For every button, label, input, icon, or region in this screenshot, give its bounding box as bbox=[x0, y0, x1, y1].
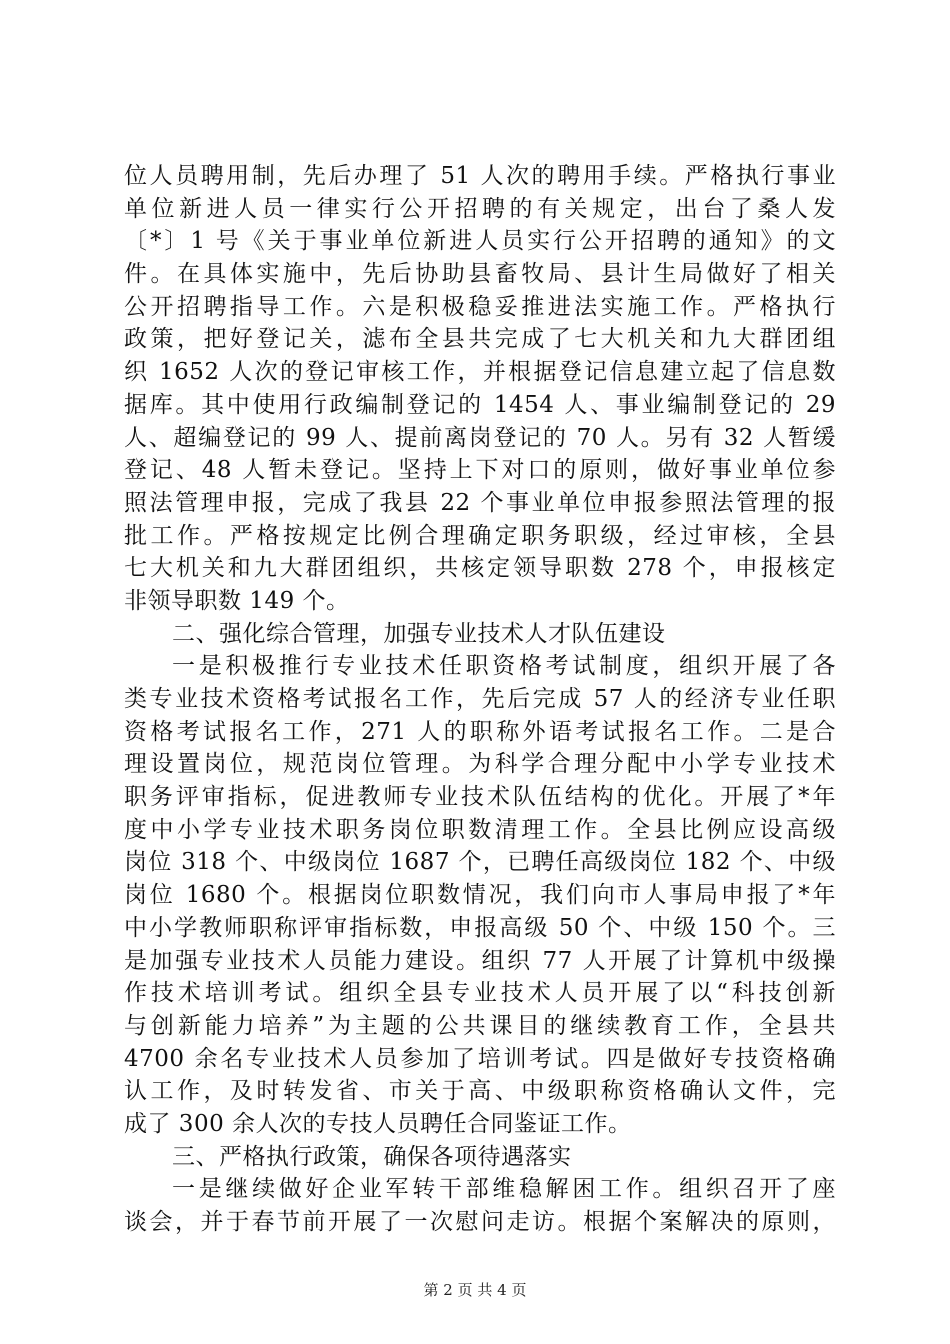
text-line: 一是积极推行专业技术任职资格考试制度，组织开展了各 bbox=[172, 653, 836, 680]
text-line: 一是继续做好企业军转干部维稳解困工作。组织召开了座 bbox=[172, 1176, 836, 1203]
text-line: 登记、48 人暂未登记。坚持上下对口的原则，做好事业单位参 bbox=[124, 457, 836, 484]
text-line: 与创新能力培养”为主题的公共课目的继续教育工作，全县共 bbox=[124, 1012, 836, 1039]
text-line: 资格考试报名工作，271 人的职称外语考试报名工作。二是合 bbox=[124, 718, 836, 745]
text-line: 件。在具体实施中，先后协助县畜牧局、县计生局做好了相关 bbox=[124, 261, 836, 288]
text-line: 照法管理申报，完成了我县 22 个事业单位申报参照法管理的报 bbox=[124, 489, 836, 516]
document-body bbox=[124, 160, 836, 1239]
text-line: 批工作。严格按规定比例合理确定职务职级，经过审核，全县 bbox=[124, 522, 836, 549]
text-line: 岗位 318 个、中级岗位 1687 个，已聘任高级岗位 182 个、中级 bbox=[124, 849, 836, 876]
text-line: 位人员聘用制，先后办理了 51 人次的聘用手续。严格执行事业 bbox=[124, 163, 836, 189]
section-heading: 二、强化综合管理，加强专业技术人才队伍建设 bbox=[172, 620, 666, 647]
text-line: 〔*〕1 号《关于事业单位新进人员实行公开招聘的通知》的文 bbox=[124, 228, 836, 255]
text-line: 织 1652 人次的登记审核工作，并根据登记信息建立起了信息数 bbox=[124, 359, 836, 386]
text-line: 职务评审指标，促进教师专业技术队伍结构的优化。开展了*年 bbox=[124, 784, 836, 811]
text-line: 作技术培训考试。组织全县专业技术人员开展了以“科技创新 bbox=[124, 980, 836, 1007]
text-line: 中小学教师职称评审指标数，申报高级 50 个、中级 150 个。三 bbox=[124, 914, 836, 941]
text-line: 是加强专业技术人员能力建设。组织 77 人开展了计算机中级操 bbox=[124, 947, 836, 974]
text-line: 公开招聘指导工作。六是积极稳妥推进法实施工作。严格执行 bbox=[124, 293, 836, 320]
text-line: 谈会，并于春节前开展了一次慰问走访。根据个案解决的原则， bbox=[124, 1209, 836, 1235]
text-line: 成了 300 余人次的专技人员聘任合同鉴证工作。 bbox=[124, 1110, 632, 1137]
text-line: 类专业技术资格考试报名工作，先后完成 57 人的经济专业任职 bbox=[124, 686, 836, 712]
text-line: 单位新进人员一律实行公开招聘的有关规定，出台了桑人发 bbox=[124, 195, 836, 222]
text-line: 非领导职数 149 个。 bbox=[124, 587, 350, 614]
text-line: 理设置岗位，规范岗位管理。为科学合理分配中小学专业技术 bbox=[124, 751, 836, 778]
text-line: 政策，把好登记关，滤布全县共完成了七大机关和九大群团组 bbox=[124, 326, 836, 353]
text-line: 度中小学专业技术职务岗位职数清理工作。全县比例应设高级 bbox=[124, 816, 836, 843]
text-line: 人、超编登记的 99 人、提前离岗登记的 70 人。另有 32 人暂缓 bbox=[124, 424, 836, 451]
section-heading: 三、严格执行政策，确保各项待遇落实 bbox=[172, 1143, 572, 1170]
page-number-footer: 第 2 页 共 4 页 bbox=[423, 1281, 527, 1299]
text-line: 据库。其中使用行政编制登记的 1454 人、事业编制登记的 29 bbox=[124, 391, 836, 418]
text-line: 岗位 1680 个。根据岗位职数情况，我们向市人事局申报了*年 bbox=[124, 882, 836, 909]
text-line: 4700 余名专业技术人员参加了培训考试。四是做好专技资格确 bbox=[124, 1045, 836, 1072]
text-line: 认工作，及时转发省、市关于高、中级职称资格确认文件，完 bbox=[124, 1078, 836, 1105]
text-line: 七大机关和九大群团组织，共核定领导职数 278 个，申报核定 bbox=[124, 555, 836, 582]
